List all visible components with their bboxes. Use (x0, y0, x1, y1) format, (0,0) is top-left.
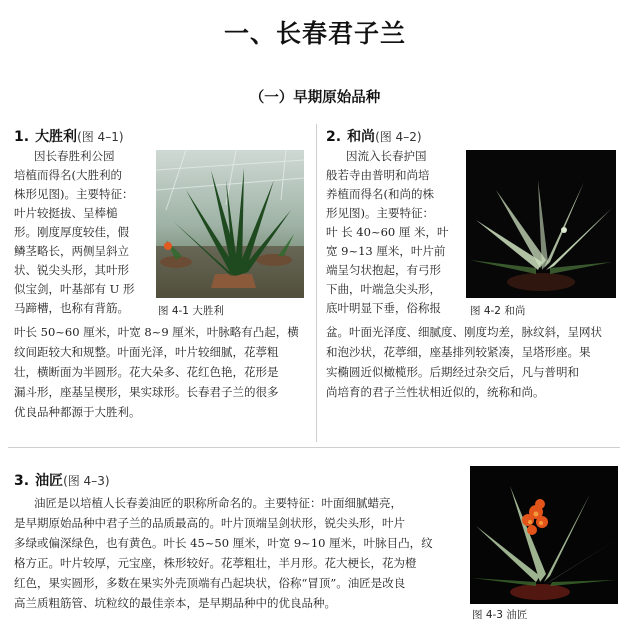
entry-heading-heshang: 2. 和尚(图 4–2) (326, 129, 422, 145)
clivia-bloom-photo (470, 466, 618, 604)
column-divider (316, 124, 317, 442)
text-line: 似宝剑，叶基部有 U 形 (14, 282, 135, 296)
text-line: 马蹄槽，也称有背筋。 (14, 301, 129, 315)
text-line: 壮，横断面为半圆形。花大朵多、花红色艳，花形是 (14, 365, 279, 379)
figure-ref: (图 4–1) (77, 130, 124, 144)
text-line: 因长春胜利公园 (34, 149, 115, 163)
text-line: 多绿或偏深绿色，也有黄色。叶长 45~50 厘米，叶宽 9~10 厘米，叶脉目凸，纹 (14, 536, 433, 550)
text-line: 宽 9~13 厘米，叶片前 (326, 244, 446, 258)
entry-heading-dashengli: 1. 大胜利(图 4–1) (14, 129, 124, 145)
figure-caption: 图 4-3 油匠 (472, 609, 528, 621)
text-line: 叶长 50~60 厘米，叶宽 8~9 厘米，叶脉略有凸起，横 (14, 325, 299, 339)
row-divider (8, 447, 620, 448)
text-line: 养植而得名(和尚的株 (326, 187, 434, 201)
text-line: 实椭圆近似橄榄形。后期经过杂交后，凡与普明和 (326, 365, 579, 379)
figure-ref: (图 4–2) (375, 130, 422, 144)
text-line: 形见图)。主要特征： (326, 206, 434, 220)
text-line: 尚培育的君子兰性状相近似的，统称和尚。 (326, 385, 545, 399)
text-line: 格方正。叶片较厚，元宝座，株形较好。花葶粗壮，半月形。花大梗长，花为橙 (14, 556, 417, 570)
text-line: 下曲，叶端急尖头形， (326, 282, 441, 296)
entry-name: 大胜利 (35, 129, 78, 145)
text-line: 般若寺由普明和尚培 (326, 168, 430, 182)
text-line: 鳞茎略长，两侧呈斜立 (14, 244, 129, 258)
text-line: 和泡沙状，花葶细，座基排列较紧凑，呈塔形座。果 (326, 345, 591, 359)
clivia-dark-photo (466, 150, 616, 298)
text-line: 纹间距较大和规整。叶面光泽，叶片较细腻，花葶粗 (14, 345, 279, 359)
text-line: 红色，果实圆形，多数在果实外壳顶端有凸起块状，俗称“冒顶”。油匠是改良 (14, 576, 406, 590)
text-line: 叶 长 40~60 厘 米，叶 (326, 225, 449, 239)
entry-name: 油匠 (35, 473, 64, 489)
text-line: 底叶明显下垂，俗称报 (326, 301, 441, 315)
text-line: 优良品种都源于大胜利。 (14, 405, 141, 419)
text-line: 油匠是以培植人长春姜油匠的职称所命名的。主要特征：叶面细腻蜡亮， (34, 496, 402, 510)
text-line: 因流入长春护国 (346, 149, 427, 163)
text-line: 端呈匀状抱起，有弓形 (326, 263, 441, 277)
text-line: 盆。叶面光泽度、细腻度、刚度均差，脉纹斜，呈网状 (326, 325, 602, 339)
text-line: 叶片较挺拔、呈棒槌 (14, 206, 118, 220)
text-line: 状、锐尖头形，其叶形 (14, 263, 129, 277)
figure-caption: 图 4-2 和尚 (470, 305, 526, 317)
text-line: 形。刚度厚度较佳，假 (14, 225, 129, 239)
text-line: 株形见图)。主要特征： (14, 187, 134, 201)
section-title: （一）早期原始品种 (249, 90, 381, 106)
chapter-title: 一、长春君子兰 (223, 19, 406, 48)
text-line: 培植而得名(大胜利的 (14, 168, 122, 182)
entry-name: 和尚 (347, 129, 376, 145)
clivia-greenhouse-photo (156, 150, 304, 298)
text-line: 漏斗形，座基呈楔形，果实球形。长春君子兰的很多 (14, 385, 279, 399)
figure-ref: (图 4–3) (63, 474, 110, 488)
figure-caption: 图 4-1 大胜利 (158, 305, 224, 317)
text-line: 是早期原始品种中君子兰的品质最高的。叶片顶端呈剑状形，锐尖头形，叶片 (14, 516, 405, 530)
text-line: 高兰质粗筋管、坑粒纹的最佳亲本，是早期品种中的优良品种。 (14, 596, 336, 610)
entry-heading-youjiang: 3. 油匠(图 4–3) (14, 473, 110, 489)
